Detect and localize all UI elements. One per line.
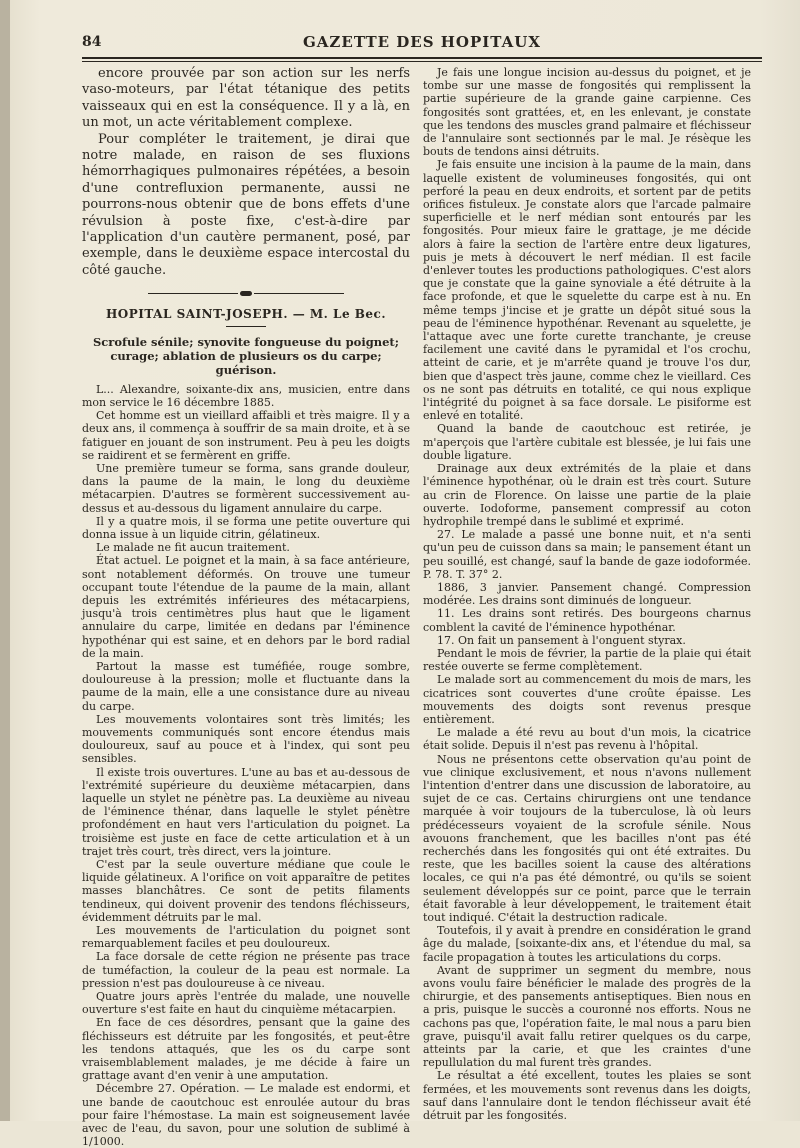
- header-rule: [82, 57, 762, 62]
- left-column: [82, 66, 410, 1148]
- paragraph: 17. On fait un pansement à l'onguent styrax.: [437, 633, 686, 647]
- lead-paragraph: Pour compléter le traitement, je dirai que notre malade, en raison de ses fluxions hémorrhagiques pulmonaires répétées, a besoin d'une contrefluxion permanente, aussi ne pourrons-nous obtenir que de bons effets d'une révulsion à poste fixe, c'est-à-dire par l'application d'un cautère permanent, posé, par exemple, dans le deuxième espace intercostal du côté gauche.: [82, 131, 410, 278]
- paragraph: Décembre 27. Opération. — Le malade est endormi, et une bande de caoutchouc est enroulée autour du bras pour faire l'hémostase. La main est soigneusement lavée avec de l'eau, du savon, pour une solution de sublimé à 1/1000.: [82, 1082, 410, 1148]
- paragraph: Le malade a été revu au bout d'un mois, la cicatrice était solide. Depuis il n'est pas revenu à l'hôpital.: [423, 726, 751, 753]
- paragraph: Quatre jours après l'entrée du malade, une nouvelle ouverture s'est faite en haut du cinquième métacarpien.: [82, 990, 410, 1017]
- paragraph: C'est par la seule ouverture médiane que coule le liquide gélatineux. A l'orifice on voit apparaître de petites masses blanchâtres. Ce sont de petits filaments tendineux, qui doivent provenir des tendons fléchisseurs, évidemment détruits par le mal.: [82, 858, 410, 924]
- paragraph: La face dorsale de cette région ne présente pas trace de tuméfaction, la couleur de la peau est normale. La pression n'est pas douloureuse à ce niveau.: [82, 950, 410, 990]
- case-title: Scrofule sénile; synovite fongueuse du poignet; curage; ablation de plusieurs os du carpe; guérison.: [93, 334, 399, 377]
- paragraph: Il existe trois ouvertures. L'une au bas et au-dessous de l'extrémité supérieure du deuxième métacarpien, dans laquelle un stylet ne pénètre pas. La deuxième au niveau de l'éminence thénar, dans laquelle le stylet pénètre profondément en haut vers l'articulation du poignet. La troisième est juste en face de cette articulation et à un trajet très court, très direct, vers la jointure.: [82, 765, 410, 858]
- paragraph: État actuel. Le poignet et la main, à sa face antérieure, sont notablement déformés. On trouve une tumeur occupant toute l'étendue de la paume de la main, allant depuis les extrémités inférieures des métacarpiens, jusqu'à trois centimètres plus haut que le ligament annulaire du carpe, limitée en dedans par l'éminence hypothénar qui est saine, et en dehors par le bord radial de la main.: [82, 554, 410, 660]
- paragraph: Toutefois, il y avait à prendre en considération le grand âge du malade, [soixante-dix ans, et l'étendue du mal, sa facile propagation à toutes les articulations du corps.: [423, 924, 751, 964]
- hospital-heading: HOPITAL SAINT-JOSEPH. — M. Le Bec.: [105, 307, 387, 322]
- paragraph: 27. Le malade a passé une bonne nuit, et n'a senti qu'un peu de cuisson dans sa main; le pansement étant un peu souillé, est changé, sauf la bande de gaze iodoformée. P. 78. T. 37° 2.: [423, 528, 751, 581]
- paragraph: Le malade ne fit aucun traitement.: [96, 541, 290, 555]
- paragraph: Avant de supprimer un segment du membre, nous avons voulu faire bénéficier le malade des progrès de la chirurgie, et des pansements antiseptiques. Bien nous en a pris, puisque le succès a couronné nos efforts. Nous ne cachons pas que, l'opération faite, le mal nous a paru bien grave, puisqu'il avait fallu retirer quelques os du carpe, atteints par la carie, et que les craintes d'une repullulation du mal furent très grandes.: [423, 963, 751, 1070]
- paragraph: Les mouvements volontaires sont très limités; les mouvements communiqués sont encore étendus mais douloureux, sauf au pouce et à l'index, qui sont peu sensibles.: [82, 712, 410, 766]
- paragraph: Les mouvements de l'articulation du poignet sont remarquablement faciles et peu douloureux.: [82, 924, 410, 951]
- page-header: [82, 30, 762, 54]
- paragraph: En face de ces désordres, pensant que la gaine des fléchisseurs est détruite par les fongosités, et peut-être les tendons attaqués, que les os du carpe sont vraisemblablement malades, je me décide à faire un grattage avant d'en venir à une amputation.: [82, 1016, 410, 1083]
- paragraph: Cet homme est un vieillard affaibli et très maigre. Il y a deux ans, il commença à souffrir de sa main droite, et à se fatiguer en jouant de son instrument. Peu à peu les doigts se raidirent et se fermèrent en griffe.: [82, 409, 410, 462]
- binding-gutter: [0, 0, 10, 1121]
- lead-text: [82, 66, 410, 279]
- paragraph: Partout la masse est tuméfiée, rouge sombre, douloureuse à la pression; molle et fluctuante dans la paume de la main, elle a une consistance dure au niveau du carpe.: [82, 659, 410, 713]
- paragraph: Le résultat a été excellent, toutes les plaies se sont fermées, et les mouvements sont revenus dans les doigts, sauf dans l'annulaire dont le tendon fléchisseur avait été détruit par les fongosités.: [423, 1069, 751, 1123]
- paragraph: L... Alexandre, soixante-dix ans, musicien, entre dans mon service le 16 décembre 1885.: [82, 382, 410, 409]
- right-column: [423, 66, 751, 1123]
- paragraph: 1886, 3 janvier. Pansement changé. Compression modérée. Les drains sont diminués de longueur.: [423, 580, 751, 608]
- paragraph: Je fais ensuite une incision à la paume de la main, dans laquelle existent de volumineuses fongosités, qui ont perforé la peau en deux endroits, et sortent par de petits orifices fistuleux. Je constate alors que l'arcade palmaire superficielle et le nerf médian sont entourés par les fongosités. Pour mieux faire le grattage, je me décide alors à faire la section de l'artère entre deux ligatures, puis je mets à découvert le nerf médian. Il est facile d'enlever toutes les productions pathologiques. C'est alors que je constate que la gaine synoviale a été détruite à la face profonde, et que le squelette du carpe est à nu. En même temps j'incise et je gratte un dépôt situé sous la peau de l'éminence hypothénar. Revenant au squelette, je l'attaque avec une forte curette tranchante, je creuse facilement une cavité dans le pyramidal et l'os crochu, atteint de carie, et je m'arrête quand je trouve l'os dur, bien que d'aspect très jaune, comme chez le vieillard. Ces os ne sont pas détruits en totalité, ce qui nous explique l'intégrité du poignet à sa face dorsale. Le pisiforme est enlevé en totalité.: [423, 158, 751, 423]
- journal-title: GAZETTE DES HOPITAUX: [302, 33, 541, 51]
- paragraph: Il y a quatre mois, il se forma une petite ouverture qui donna issue à un liquide citrin, gélatineux.: [82, 514, 410, 541]
- paragraph: Une première tumeur se forma, sans grande douleur, dans la paume de la main, le long du deuxième métacarpien. D'autres se formèrent successivement au-dessus et au-dessous du ligament annulaire du carpe.: [82, 461, 410, 515]
- paragraph: Drainage aux deux extrémités de la plaie et dans l'éminence hypothénar, où le drain est très court. Suture au crin de Florence. On laisse une partie de la plaie ouverte. Iodoforme, pansement compressif au coton hydrophile trempé dans le sublimé et exprimé.: [423, 462, 751, 528]
- section-ornament: [82, 287, 410, 300]
- paragraph: Nous ne présentons cette observation qu'au point de vue clinique exclusivement, et nous n'avons nullement l'intention d'entrer dans une discussion de laboratoire, au sujet de ce cas. Certains chirurgiens ont une tendance marquée à voir toujours de la tuberculose, là où leurs prédécesseurs voyaient de la scrofule sénile. Nous avouons franchement, que les bacilles n'ont pas été recherchés dans les fongosités qui ont été extraites. Du reste, que les bacilles soient la cause des altérations locales, ce qui n'a pas été démontré, ou qu'ils se soient seulement développés sur ce point, parce que le terrain était favorable à leur développement, le traitement était tout indiqué. C'était la destruction radicale.: [423, 752, 751, 924]
- paragraph: Le malade sort au commencement du mois de mars, les cicatrices sont couvertes d'une croûte épaisse. Les mouvements des doigts sont revenus presque entièrement.: [423, 673, 751, 726]
- page-number: 84: [82, 34, 102, 50]
- paragraph: Quand la bande de caoutchouc est retirée, je m'aperçois que l'artère cubitale est blessée, je lui fais une double ligature.: [423, 422, 751, 462]
- paragraph: 11. Les drains sont retirés. Des bourgeons charnus comblent la cavité de l'éminence hypothénar.: [423, 607, 751, 634]
- paragraph: Je fais une longue incision au-dessus du poignet, et je tombe sur une masse de fongosités qui remplissent la partie supérieure de la grande gaine carpienne. Ces fongosités sont grattées, et, en les enlevant, je constate que les tendons des muscles grand palmaire et fléchisseur de l'annulaire sont sectionnés par le mal. Je résèque les bouts de tendons ainsi détruits.: [423, 66, 751, 159]
- short-rule: [226, 326, 266, 327]
- paragraph: Pendant le mois de février, la partie de la plaie qui était restée ouverte se ferme complètement.: [423, 646, 751, 674]
- lead-paragraph: encore prouvée par son action sur les nerfs vaso-moteurs, par l'état tétanique des petits vaisseaux qui en est la conséquence. Il y a là, en un mot, un acte véritablement complexe.: [82, 66, 410, 131]
